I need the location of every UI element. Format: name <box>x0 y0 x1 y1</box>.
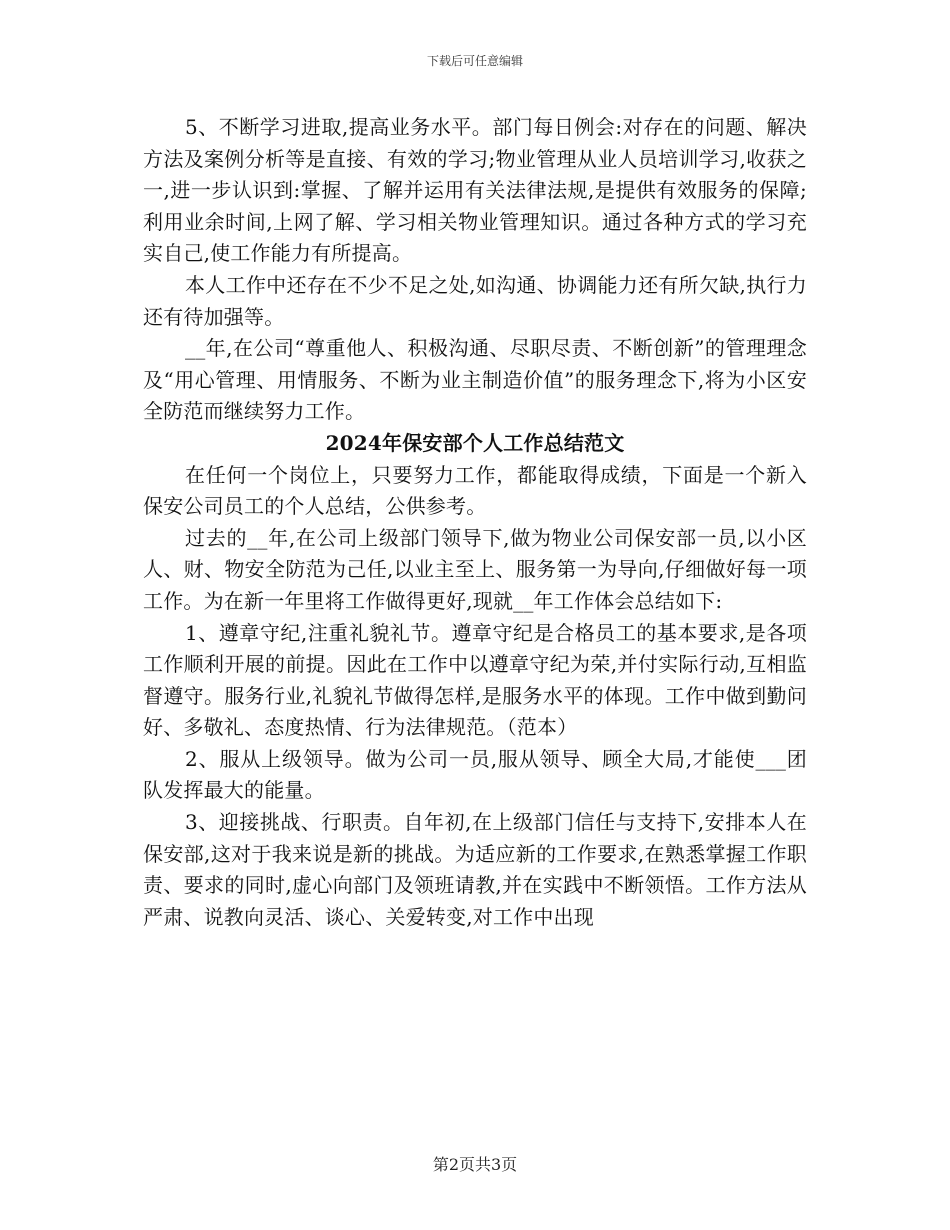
paragraph-intro: 在任何一个岗位上，只要努力工作，都能取得成绩，下面是一个新入保安公司员工的个人总结，公供参考。 <box>143 462 807 519</box>
paragraph-challenge: 3、迎接挑战、行职责。自年初,在上级部门信任与支持下,安排本人在保安部,这对于我来说是新的挑战。为适应新的工作要求,在熟悉掌握工作职责、要求的同时,虚心向部门及领班请教,并在实践中不断领悟。工作方法从严肃、说教向灵活、谈心、关爱转变,对工作中出现 <box>143 810 807 929</box>
paragraph-study: 5、不断学习进取,提高业务水平。部门每日例会:对存在的问题、解决方法及案例分析等是直接、有效的学习;物业管理从业人员培训学习,收获之一,进一步认识到:掌握、了解并运用有关法律法规,是提供有效服务的保障;利用业余时间,上网了解、学习相关物业管理知识。通过各种方式的学习充实自己,使工作能力有所提高。 <box>143 115 807 266</box>
page-header-note: 下载后可任意编辑 <box>426 54 523 68</box>
document-body <box>143 112 807 933</box>
paragraph-obey-leadership: 2、服从上级领导。做为公司一员,服从领导、顾全大局,才能使___团队发挥最大的能量。 <box>143 746 807 803</box>
paragraph-outlook: __年,在公司“尊重他人、积极沟通、尽职尽责、不断创新”的管理理念及“用心管理、用情服务、不断为业主制造价值”的服务理念下,将为小区安全防范而继续努力工作。 <box>143 336 807 424</box>
paragraph-past-year: 过去的__年,在公司上级部门领导下,做为物业公司保安部一员,以小区人、财、物安全防范为己任,以业主至上、服务第一为导向,仔细做好每一项工作。为在新一年里将工作做得更好,现就__年工作体会总结如下: <box>143 525 807 613</box>
paragraph-shortcomings: 本人工作中还存在不少不足之处,如沟通、协调能力还有所欠缺,执行力还有待加强等。 <box>143 272 807 329</box>
document-title: 2024年保安部个人工作总结范文 <box>325 430 625 455</box>
paragraph-discipline: 1、遵章守纪,注重礼貌礼节。遵章守纪是合格员工的基本要求,是各项工作顺利开展的前提。因此在工作中以遵章守纪为荣,并付实际行动,互相监督遵守。服务行业,礼貌礼节做得怎样,是服务水平的体现。工作中做到勤问好、多敬礼、态度热情、行为法律规范。（范本） <box>143 620 807 740</box>
page-number: 第2页共3页 <box>432 1155 518 1174</box>
